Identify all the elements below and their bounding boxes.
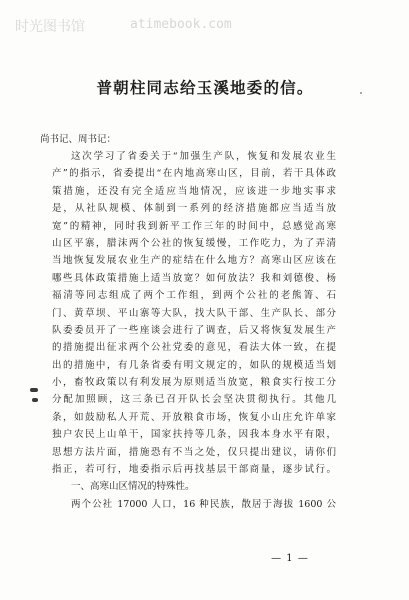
section-heading: 一、高寒山区情况的特殊性。 xyxy=(71,481,195,493)
body-line: 山区平寨，腊沫两个公社的恢复缓慢，工作吃力，为了弄清 xyxy=(52,237,336,249)
body-line: 这次学习了省委关于“加强生产队，恢复和发展农业生 xyxy=(71,151,336,162)
body-line: 哪些具体政策措施上适当放宽？如何放法？我和刘德俊、杨 xyxy=(52,272,336,284)
body-line: 两个公社 17000 人口，16 种民族，散居于海拔 1600 公 xyxy=(71,498,336,510)
body-line: 是，从社队规模、体制到一系列的经济措施都应当适当放 xyxy=(52,203,336,215)
page-number: — 1 — xyxy=(271,553,309,564)
watermark-chinese: 时光图书馆 xyxy=(15,19,85,35)
body-line: 条，如鼓励私人开荒、开放粮食市场，恢复小山庄允许单家 xyxy=(52,411,336,423)
margin-ink-mark xyxy=(30,388,38,392)
letter-body xyxy=(52,148,336,513)
body-line: 当地恢复发展农业生产的症结在什么地方？高寒山区应该在 xyxy=(52,255,336,267)
body-line: 独户农民上山单干，国家扶持等几条，因我本身水平有限， xyxy=(52,429,336,441)
letter-title: 普朝柱同志给玉溪地委的信。 xyxy=(96,78,314,97)
margin-ink-mark xyxy=(32,398,38,402)
salutation: 尚书记、周书记： xyxy=(40,134,117,145)
body-line: 分配加照顾，这三条已召开队长会坚决贯彻执行。其他几 xyxy=(52,394,336,406)
body-line: 的措施提出征求两个公社党委的意见，看法大体一致，在提 xyxy=(52,342,336,354)
scan-speck xyxy=(360,92,362,94)
body-line: 福清等同志组成了两个工作组，到两个公社的老熊箐、石 xyxy=(52,290,336,302)
body-line: 宽”的精神，同时我到新平工作三年的时间中，总感觉高寒 xyxy=(52,220,336,232)
body-line: 产”的指示，省委提出“在内地高寒山区，目前，若干具体政 xyxy=(52,168,336,180)
body-line: 小，畜牧政策以有利发展为原则适当放宽，粮食实行按工分 xyxy=(52,377,336,389)
body-line: 门、黄草坝、平山寨等大队，找大队干部、生产队长、部分 xyxy=(52,307,336,319)
body-line: 队委委员开了一些座谈会进行了调查，后又将恢复发展生产 xyxy=(52,324,336,336)
watermark xyxy=(15,16,255,34)
body-line: 指正，若可行，地委指示后再找基层干部商量，逐步试行。 xyxy=(52,464,336,476)
body-line: 策措施，还没有完全适应当地情况，应该进一步地实事求 xyxy=(52,185,336,197)
watermark-url: atimebook.com xyxy=(130,17,232,32)
body-line: 出的措施中，有几条省委有明文规定的，如队的规模适当划 xyxy=(52,359,336,371)
body-line: 思想方法片面，措施恐有不当之处，仅只提出建议，请你们 xyxy=(52,446,336,458)
